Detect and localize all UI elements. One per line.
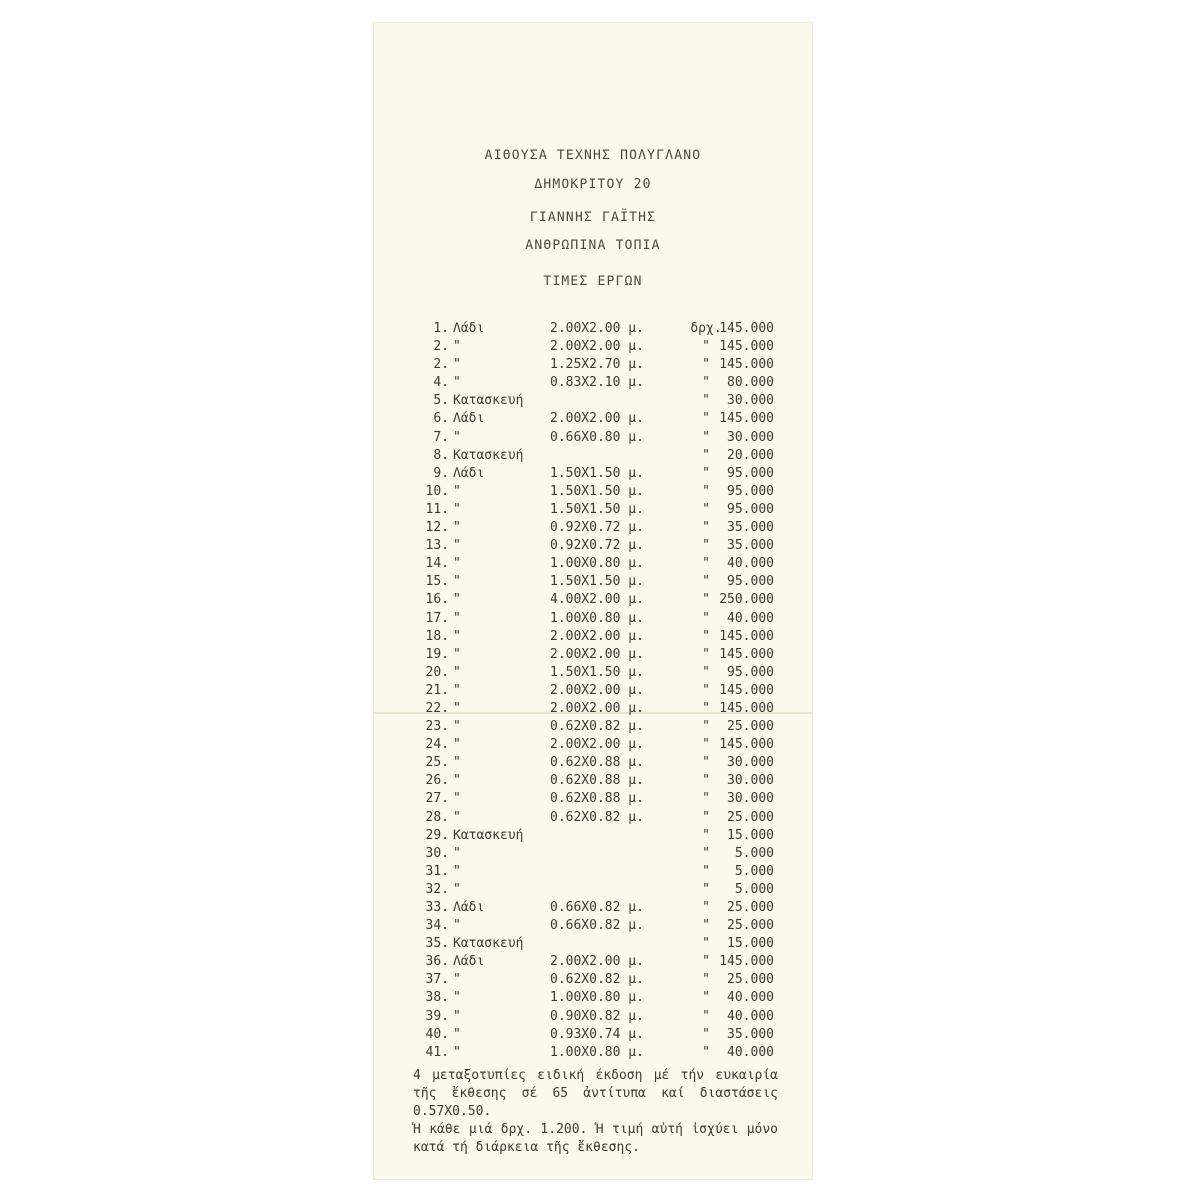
work-price: 30.000 [727,791,774,807]
work-medium: " [453,574,461,590]
exhibition-title: ΑΝΘΡΩΠΙΝΑ ΤΟΠΙΑ [525,238,661,253]
work-number: 4. [433,375,449,391]
work-dimensions: 0.93X0.74 μ. [550,1026,644,1042]
work-number: 25. [425,755,449,771]
work-medium: Λάδι [453,411,485,427]
work-currency: " [702,375,710,391]
work-price: 95.000 [727,465,774,481]
work-price: 25.000 [727,972,774,988]
work-price: 40.000 [727,1008,774,1024]
work-medium: Κατασκευή [453,827,524,843]
work-number: 26. [425,773,449,789]
work-dimensions: 2.00X2.00 μ. [550,628,644,644]
work-currency: " [702,863,710,879]
work-medium: " [453,719,461,735]
work-price: 40.000 [727,1044,774,1060]
work-dimensions: 1.25X2.70 μ. [550,357,644,373]
work-medium: " [453,610,461,626]
work-currency: " [702,954,710,970]
work-medium: " [453,773,461,789]
work-medium: Λάδι [453,954,485,970]
work-price: 5.000 [734,845,774,861]
work-medium: " [453,918,461,934]
work-number: 1. [433,321,449,336]
work-number: 32. [425,881,449,897]
work-number: 39. [425,1008,449,1024]
work-number: 5. [433,393,449,409]
work-price: 35.000 [727,1026,774,1042]
work-medium: " [453,1008,461,1024]
work-medium: " [453,700,461,716]
work-currency: " [702,918,710,934]
work-currency: " [702,483,710,499]
work-currency: " [702,1044,710,1060]
work-medium: " [453,556,461,572]
work-currency: " [702,592,710,608]
work-currency: " [702,700,710,716]
work-medium: " [453,682,461,698]
work-currency: δρχ. [690,321,722,336]
work-price: 145.000 [719,357,774,373]
work-number: 27. [425,791,449,807]
work-dimensions: 1.50X1.50 μ. [550,501,644,517]
work-price: 250.000 [719,592,774,608]
work-medium: " [453,429,461,445]
work-price: 35.000 [727,520,774,536]
work-dimensions: 0.92X0.72 μ. [550,520,644,536]
work-medium: Λάδι [453,900,485,915]
work-currency: " [702,628,710,644]
work-number: 16. [425,592,449,608]
work-currency: " [702,972,710,988]
work-price: 25.000 [727,719,774,735]
work-price: 20.000 [727,447,774,463]
work-dimensions: 0.62X0.88 μ. [550,755,644,771]
work-number: 7. [433,429,449,445]
work-price: 40.000 [727,556,774,572]
work-medium: Κατασκευή [453,393,524,409]
work-number: 13. [425,538,449,554]
work-medium: " [453,990,461,1006]
work-number: 6. [433,411,449,427]
work-number: 21. [425,682,449,698]
work-dimensions: 1.50X1.50 μ. [550,483,644,499]
work-number: 18. [425,628,449,644]
work-dimensions: 0.90X0.82 μ. [550,1008,644,1024]
work-number: 20. [425,664,449,680]
work-currency: " [702,827,710,843]
work-medium: Κατασκευή [453,447,524,463]
work-currency: " [702,1008,710,1024]
work-price: 30.000 [727,393,774,409]
work-currency: " [702,719,710,735]
work-dimensions: 0.62X0.82 μ. [550,719,644,735]
work-currency: " [702,447,710,463]
work-currency: " [702,990,710,1006]
work-currency: " [702,664,710,680]
work-dimensions: 0.66X0.80 μ. [550,429,644,445]
work-medium: " [453,809,461,825]
work-number: 38. [425,990,449,1006]
work-price: 40.000 [727,610,774,626]
work-price: 145.000 [719,737,774,753]
work-dimensions: 1.00X0.80 μ. [550,1044,644,1060]
work-medium: " [453,339,461,355]
work-number: 11. [425,501,449,517]
work-medium: " [453,881,461,897]
work-currency: " [702,845,710,861]
work-medium: " [453,737,461,753]
price-list-sheet [373,22,813,1180]
work-currency: " [702,465,710,481]
work-number: 34. [425,918,449,934]
work-currency: " [702,682,710,698]
work-price: 145.000 [719,646,774,662]
work-dimensions: 0.92X0.72 μ. [550,538,644,554]
work-medium: " [453,592,461,608]
work-number: 36. [425,954,449,970]
work-medium: " [453,1026,461,1042]
work-number: 24. [425,737,449,753]
work-number: 10. [425,483,449,499]
work-number: 17. [425,610,449,626]
work-currency: " [702,429,710,445]
work-medium: " [453,520,461,536]
work-dimensions: 2.00X2.00 μ. [550,411,644,427]
work-price: 145.000 [719,700,774,716]
work-price: 25.000 [727,900,774,915]
work-medium: " [453,646,461,662]
work-medium: " [453,791,461,807]
work-price: 30.000 [727,773,774,789]
work-number: 29. [425,827,449,843]
work-medium: " [453,863,461,879]
work-medium: Λάδι [453,321,485,336]
work-medium: Λάδι [453,465,485,481]
work-medium: " [453,972,461,988]
work-price: 145.000 [719,339,774,355]
work-number: 37. [425,972,449,988]
work-price: 145.000 [719,411,774,427]
work-price: 5.000 [734,863,774,879]
work-currency: " [702,501,710,517]
work-number: 15. [425,574,449,590]
work-currency: " [702,520,710,536]
work-price: 25.000 [727,918,774,934]
work-currency: " [702,538,710,554]
work-currency: " [702,556,710,572]
work-currency: " [702,773,710,789]
work-number: 2. [433,357,449,373]
work-dimensions: 2.00X2.00 μ. [550,682,644,698]
work-price: 15.000 [727,827,774,843]
work-currency: " [702,339,710,355]
work-dimensions: 1.00X0.80 μ. [550,610,644,626]
work-number: 14. [425,556,449,572]
work-number: 35. [425,936,449,952]
work-dimensions: 0.83X2.10 μ. [550,375,644,391]
work-currency: " [702,610,710,626]
work-medium: " [453,1044,461,1060]
work-currency: " [702,646,710,662]
work-number: 30. [425,845,449,861]
work-dimensions: 0.62X0.88 μ. [550,773,644,789]
price-list-heading: ΤΙΜΕΣ ΕΡΓΩΝ [543,274,643,289]
artist-name: ΓΙΑΝΝΗΣ ΓΑΪΤΗΣ [529,210,657,225]
work-dimensions: 0.62X0.82 μ. [550,809,644,825]
notes-section [413,1067,778,1157]
work-number: 2. [433,339,449,355]
work-number: 8. [433,447,449,463]
work-medium: " [453,375,461,391]
work-dimensions: 1.50X1.50 μ. [550,574,644,590]
work-dimensions: 1.50X1.50 μ. [550,465,644,481]
work-currency: " [702,411,710,427]
work-price: 95.000 [727,483,774,499]
work-number: 28. [425,809,449,825]
work-dimensions: 0.66X0.82 μ. [550,918,644,934]
work-price: 80.000 [727,375,774,391]
work-price: 25.000 [727,809,774,825]
work-number: 22. [425,700,449,716]
gallery-name: ΑΙΘΟΥΣΑ ΤΕΧΝΗΣ ΠΟΛΥΓΛΑΝΟ [484,148,702,163]
work-price: 15.000 [727,936,774,952]
work-dimensions: 0.66X0.82 μ. [550,900,644,915]
work-price: 40.000 [727,990,774,1006]
work-currency: " [702,1026,710,1042]
work-number: 9. [433,465,449,481]
work-dimensions: 2.00X2.00 μ. [550,321,644,336]
work-price: 95.000 [727,574,774,590]
work-dimensions: 0.62X0.88 μ. [550,791,644,807]
work-number: 19. [425,646,449,662]
work-medium: " [453,755,461,771]
work-currency: " [702,900,710,915]
work-number: 40. [425,1026,449,1042]
work-medium: " [453,483,461,499]
work-medium: " [453,538,461,554]
work-number: 33. [425,900,449,915]
work-number: 41. [425,1044,449,1060]
work-price: 30.000 [727,429,774,445]
work-dimensions: 2.00X2.00 μ. [550,646,644,662]
work-currency: " [702,881,710,897]
work-price: 95.000 [727,501,774,517]
work-currency: " [702,393,710,409]
work-dimensions: 2.00X2.00 μ. [550,954,644,970]
work-dimensions: 2.00X2.00 μ. [550,700,644,716]
work-price: 30.000 [727,755,774,771]
work-medium: " [453,628,461,644]
work-dimensions: 0.62X0.82 μ. [550,972,644,988]
work-number: 31. [425,863,449,879]
work-price: 145.000 [719,682,774,698]
work-price: 145.000 [719,321,774,336]
work-dimensions: 1.00X0.80 μ. [550,990,644,1006]
work-number: 23. [425,719,449,735]
work-price: 145.000 [719,954,774,970]
gallery-address: ΔΗΜΟΚΡΙΤΟΥ 20 [534,177,652,192]
work-currency: " [702,357,710,373]
work-dimensions: 4.00X2.00 μ. [550,592,644,608]
work-medium: " [453,664,461,680]
work-currency: " [702,809,710,825]
work-dimensions: 1.50X1.50 μ. [550,664,644,680]
work-medium: " [453,357,461,373]
work-currency: " [702,737,710,753]
work-price: 5.000 [734,881,774,897]
work-currency: " [702,755,710,771]
work-currency: " [702,574,710,590]
work-price: 95.000 [727,664,774,680]
work-currency: " [702,791,710,807]
price-validity-note: Ἡ κάθε μιά δρχ. 1.200. Ἡ τιμή αὐτή ἰσχύει μόνο κατά τή διάρκεια τῆς ἔκθεσης. [413,1122,778,1155]
work-number: 12. [425,520,449,536]
work-dimensions: 2.00X2.00 μ. [550,737,644,753]
prints-note: 4 μεταξοτυπίες ειδική έκδοση μέ τήν ευκαιρία τῆς ἔκθεσης σέ 65 ἀντίτυπα καί διαστάσεις 0.57X0.50. [413,1068,778,1119]
work-dimensions: 1.00X0.80 μ. [550,556,644,572]
work-medium: " [453,845,461,861]
work-currency: " [702,936,710,952]
work-medium: " [453,501,461,517]
work-price: 35.000 [727,538,774,554]
work-price: 145.000 [719,628,774,644]
work-medium: Κατασκευή [453,936,524,952]
work-dimensions: 2.00X2.00 μ. [550,339,644,355]
